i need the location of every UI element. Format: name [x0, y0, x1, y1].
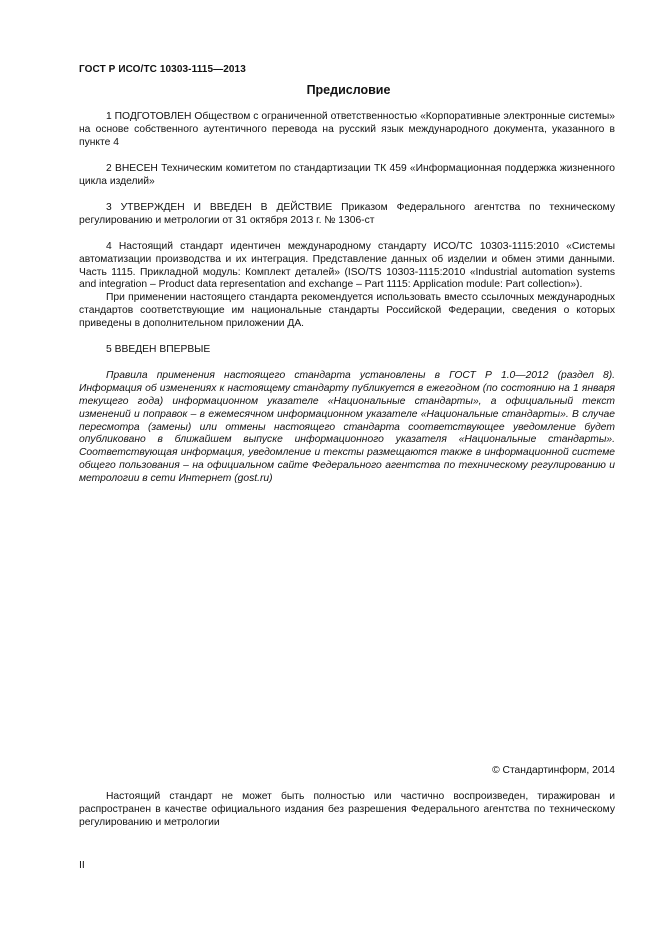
paragraph-first-introduced: 5 ВВЕДЕН ВПЕРВЫЕ — [106, 344, 211, 356]
paragraph-application-note: При применении настоящего стандарта рекомендуется использовать вместо ссылочных международных стандартов соответствующие им национальные стандарты Российской Федерации, сведения о которых приведены в дополнительном приложении ДА. — [79, 292, 615, 329]
paragraph-application-rules: Правила применения настоящего стандарта установлены в ГОСТ Р 1.0—2012 (раздел 8). Информация об изменениях к настоящему стандарту публикуется в ежегодном (по состоянию на 1 января текущего года) информационном указателе «Национальные стандарты», а официальный текст изменений и поправок – в ежемесячном информационном указателе «Национальные стандарты». В случае пересмотра (замены) или отмены настоящего стандарта соответствующее уведомление будет опубликовано в ближайшем выпуске информационного указателя «Национальные стандарты». Соответствующая информация, уведомление и тексты размещаются также в информационной системе общего пользования – на официальном сайте Федерального агентства по техническому регулированию и метрологии в сети Интернет (gost.ru) — [79, 370, 615, 484]
paragraph-prepared: 1 ПОДГОТОВЛЕН Обществом с ограниченной ответственностью «Корпоративные электронные системы» на основе собственного аутентичного перевода на русский язык международного документа, указанного в пункте 4 — [79, 111, 615, 148]
notice-text: Настоящий стандарт не может быть полностью или частично воспроизведен, тиражирован и распространен в качестве официального издания без разрешения Федерального агентства по техническому регулированию и метрологии — [79, 791, 615, 828]
copyright-line: © Стандартинформ, 2014 — [492, 765, 615, 776]
paragraph-identical-standard: 4 Настоящий стандарт идентичен международному стандарту ИСО/ТС 10303-1115:2010 «Системы автоматизации производства и их интеграция. Представление данных об изделии и обмен этими данными. Часть 1115. Прикладной модуль: Комплект деталей» (ISO/TS 10303-1115:2010 «Industrial automation systems and integration – Product data representation and exchange – Part 1115: Application module: Part collection»). — [79, 241, 615, 291]
paragraph-approved: 3 УТВЕРЖДЕН И ВВЕДЕН В ДЕЙСТВИЕ Приказом Федерального агентства по техническому регулированию и метрологии от 31 октября 2013 г. № 1306-ст — [79, 201, 615, 226]
paragraph-introduced: 2 ВНЕСЕН Техническим комитетом по стандартизации ТК 459 «Информационная поддержка жизненного цикла изделий» — [79, 162, 615, 187]
document-code: ГОСТ Р ИСО/ТС 10303-1115—2013 — [79, 64, 246, 75]
preface-body — [79, 111, 615, 486]
page-title: Предисловие — [306, 83, 391, 97]
reproduction-notice — [79, 791, 615, 829]
page-number: II — [79, 859, 85, 871]
